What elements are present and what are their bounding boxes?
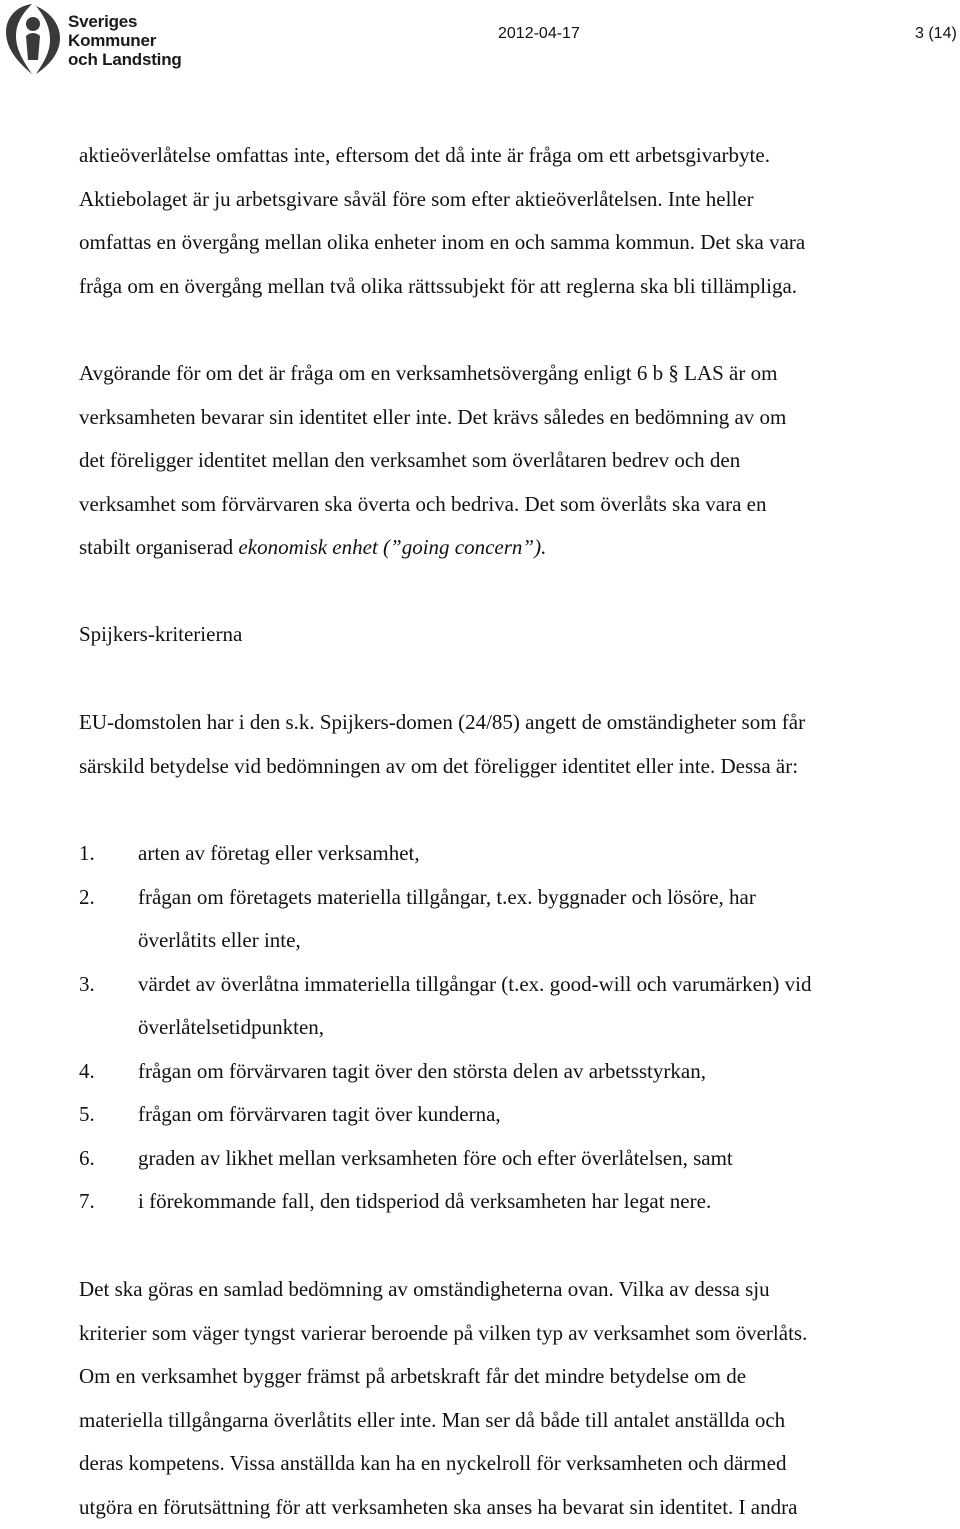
list-text-line: frågan om förvärvaren tagit över kunderna, [138, 1093, 959, 1137]
italic-term: ekonomisk enhet (”going concern”). [238, 535, 546, 559]
text-line: särskild betydelse vid bedömningen av om det föreligger identitet eller inte. Dessa är: [79, 745, 959, 789]
paragraph-1 [79, 134, 959, 308]
list-text-line: graden av likhet mellan verksamheten före och efter överlåtelsen, samt [138, 1137, 959, 1181]
list-number: 6. [79, 1137, 95, 1181]
list-item [79, 876, 959, 963]
list-number: 5. [79, 1093, 95, 1137]
section-heading: Spijkers-kriterierna [79, 613, 959, 657]
text-line: Om en verksamhet bygger främst på arbetskraft får det mindre betydelse om de [79, 1355, 959, 1399]
text-line: fråga om en övergång mellan två olika rättssubjekt för att reglerna ska bli tillämpliga. [79, 265, 959, 309]
list-item [79, 1050, 959, 1094]
list-item [79, 832, 959, 876]
list-text-line: i förekommande fall, den tidsperiod då verksamheten har legat nere. [138, 1180, 959, 1224]
list-item [79, 1180, 959, 1224]
list-number: 3. [79, 963, 95, 1007]
page-header [0, 0, 960, 80]
list-number: 7. [79, 1180, 95, 1224]
list-number: 2. [79, 876, 95, 920]
paragraph-2 [79, 352, 959, 570]
logo-line: Kommuner [68, 31, 182, 50]
text-run: stabilt organiserad [79, 535, 238, 559]
skl-logo [2, 2, 202, 76]
list-text-line: frågan om förvärvaren tagit över den största delen av arbetsstyrkan, [138, 1050, 959, 1094]
page-number: 3 (14) [915, 25, 957, 43]
text-line: Avgörande för om det är fråga om en verksamhetsövergång enligt 6 b § LAS är om [79, 352, 959, 396]
list-text-line: arten av företag eller verksamhet, [138, 832, 959, 876]
text-line: aktieöverlåtelse omfattas inte, eftersom det då inte är fråga om ett arbetsgivarbyte. [79, 134, 959, 178]
logo-wordmark [68, 12, 182, 69]
text-line: EU-domstolen har i den s.k. Spijkers-domen (24/85) angett de omständigheter som får [79, 701, 959, 745]
logo-line: och Landsting [68, 50, 182, 69]
list-item [79, 1137, 959, 1181]
text-line: verksamhet som förvärvaren ska överta och bedriva. Det som överlåts ska vara en [79, 483, 959, 527]
list-text-line: värdet av överlåtna immateriella tillgångar (t.ex. good-will och varumärken) vid [138, 963, 959, 1007]
list-item [79, 963, 959, 1050]
text-line [79, 526, 959, 570]
criteria-list [79, 832, 959, 1224]
paragraph-3 [79, 701, 959, 788]
list-number: 1. [79, 832, 95, 876]
text-line: utgöra en förutsättning för att verksamheten ska anses ha bevarat sin identitet. I andra [79, 1486, 959, 1529]
list-text-line: frågan om företagets materiella tillgångar, t.ex. byggnader och lösöre, har [138, 876, 959, 920]
list-text-line: överlåtits eller inte, [138, 919, 959, 963]
list-number: 4. [79, 1050, 95, 1094]
text-line: det föreligger identitet mellan den verksamhet som överlåtaren bedrev och den [79, 439, 959, 483]
text-line: verksamheten bevarar sin identitet eller inte. Det krävs således en bedömning av om [79, 396, 959, 440]
text-line: omfattas en övergång mellan olika enheter inom en och samma kommun. Det ska vara [79, 221, 959, 265]
list-text-line: överlåtelsetidpunkten, [138, 1006, 959, 1050]
logo-line: Sveriges [68, 12, 182, 31]
text-line: materiella tillgångarna överlåtits eller inte. Man ser då både till antalet anställda och [79, 1399, 959, 1443]
text-line: Det ska göras en samlad bedömning av omständigheterna ovan. Vilka av dessa sju [79, 1268, 959, 1312]
skl-emblem-icon [2, 2, 66, 76]
text-line: Aktiebolaget är ju arbetsgivare såväl före som efter aktieöverlåtelsen. Inte heller [79, 178, 959, 222]
text-line: kriterier som väger tyngst varierar beroende på vilken typ av verksamhet som överlåts. [79, 1312, 959, 1356]
paragraph-4 [79, 1268, 959, 1529]
document-date: 2012-04-17 [498, 25, 580, 43]
text-line: deras kompetens. Vissa anställda kan ha en nyckelroll för verksamheten och därmed [79, 1442, 959, 1486]
list-item [79, 1093, 959, 1137]
